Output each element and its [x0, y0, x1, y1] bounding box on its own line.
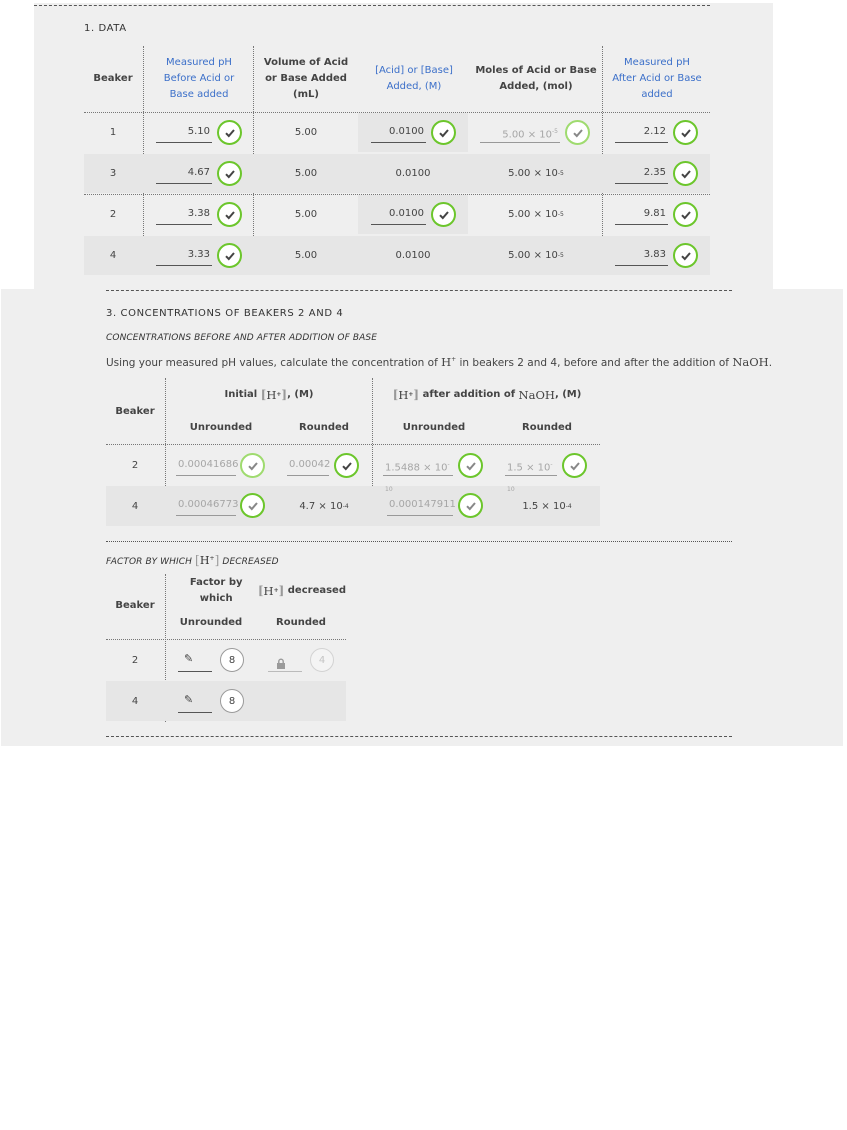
- factor-unrounded-input[interactable]: [178, 671, 212, 672]
- after-rounded-value: 1.5 × 10 -4: [522, 500, 572, 512]
- section-divider: [106, 541, 732, 542]
- section-divider: [34, 5, 710, 6]
- col-header-concentration: [Acid] or [Base] Added, (M): [375, 65, 453, 92]
- beaker-number: 4: [131, 500, 139, 512]
- col-header-factor: Factor by which [ H + ] decreased: [189, 577, 346, 604]
- factor-unrounded-input[interactable]: [178, 712, 212, 713]
- col-header-rounded: Rounded: [299, 422, 349, 433]
- after-rounded-input[interactable]: $1.5 \times 10^{-10}$: [505, 454, 557, 476]
- concentration-input[interactable]: 0.0100: [371, 121, 426, 143]
- volume-value: 5.00: [294, 209, 318, 220]
- concentrations-section-title: 3. CONCENTRATIONS OF BEAKERS 2 AND 4: [106, 308, 344, 319]
- check-icon: [240, 453, 265, 478]
- check-icon: [217, 243, 242, 268]
- beaker-number: 2: [109, 209, 117, 220]
- col-header-rounded: Rounded: [276, 617, 326, 628]
- moles-input[interactable]: $5.00 \times 10^{-5}$: [480, 121, 560, 143]
- attempts-counter: 8: [220, 648, 244, 672]
- col-header-volume: Volume of Acid or Base Added (mL): [263, 57, 349, 100]
- beaker-number: 2: [131, 654, 139, 666]
- moles-value: 5.00 × 10 -5: [508, 209, 564, 220]
- section-divider: [106, 736, 732, 737]
- check-icon: [458, 453, 483, 478]
- beaker-number: 2: [131, 459, 139, 471]
- check-icon: [673, 243, 698, 268]
- check-icon: [565, 120, 590, 145]
- initial-rounded-input[interactable]: 0.00042: [287, 454, 329, 476]
- check-icon: [334, 453, 359, 478]
- row-group-divider: [84, 194, 710, 195]
- ph-after-input[interactable]: 2.35: [615, 162, 668, 184]
- concentrations-subtitle: CONCENTRATIONS BEFORE AND AFTER ADDITION OF BASE: [106, 333, 377, 343]
- check-icon: [217, 120, 242, 145]
- col-header-after-addition: [ H + ] after addition of NaOH , (M): [392, 388, 582, 402]
- pencil-icon[interactable]: ✎: [184, 693, 194, 706]
- col-header-ph-after: Measured pH After Acid or Base added: [612, 57, 702, 100]
- header-divider: [106, 444, 600, 445]
- ph-before-input[interactable]: 4.67: [156, 162, 212, 184]
- col-header-unrounded: Unrounded: [179, 617, 243, 628]
- check-icon: [458, 493, 483, 518]
- beaker-number: 1: [109, 127, 117, 138]
- col-header-unrounded: Unrounded: [402, 422, 466, 433]
- factor-rounded-input: [268, 671, 302, 672]
- concentration-value: 0.0100: [395, 168, 431, 179]
- ph-after-input[interactable]: 3.83: [615, 244, 668, 266]
- col-header-unrounded: Unrounded: [189, 422, 253, 433]
- section-divider: [106, 290, 732, 291]
- check-icon: [431, 202, 456, 227]
- col-header-beaker: Beaker: [115, 600, 155, 611]
- beaker-number: 4: [109, 250, 117, 261]
- check-icon: [673, 202, 698, 227]
- ph-before-input[interactable]: 3.38: [156, 203, 212, 225]
- volume-value: 5.00: [294, 250, 318, 261]
- col-header-moles: Moles of Acid or Base Added, (mol): [475, 65, 597, 92]
- attempts-counter: 4: [310, 648, 334, 672]
- after-unrounded-input[interactable]: 0.000147911: [387, 494, 453, 516]
- beaker-number: 4: [131, 695, 139, 707]
- col-header-beaker: Beaker: [93, 73, 133, 84]
- check-icon: [673, 120, 698, 145]
- ph-after-input[interactable]: 2.12: [615, 121, 668, 143]
- col-header-rounded: Rounded: [522, 422, 572, 433]
- concentrations-description: Using your measured pH values, calculate the concentration of H+ in beakers 2 and 4, before and after the addition of NaOH.: [106, 355, 773, 369]
- initial-unrounded-input[interactable]: 0.00041686: [176, 454, 236, 476]
- ph-before-input[interactable]: 3.33: [156, 244, 212, 266]
- moles-value: 5.00 × 10 -5: [508, 250, 564, 261]
- data-section-title: 1. DATA: [84, 23, 127, 34]
- concentration-input[interactable]: 0.0100: [371, 203, 426, 225]
- col-header-ph-before: Measured pH Before Acid or Base added: [163, 57, 235, 100]
- check-icon: [431, 120, 456, 145]
- pencil-icon[interactable]: ✎: [184, 652, 194, 665]
- check-icon: [673, 161, 698, 186]
- moles-value: 5.00 × 10 -5: [508, 168, 564, 179]
- attempts-counter: 8: [220, 689, 244, 713]
- concentration-value: 0.0100: [395, 250, 431, 261]
- initial-unrounded-input[interactable]: 0.00046773: [176, 494, 236, 516]
- beaker-number: 3: [109, 168, 117, 179]
- check-icon: [562, 453, 587, 478]
- ph-before-input[interactable]: 5.10: [156, 121, 212, 143]
- after-unrounded-input[interactable]: $1.5488 \times 10^{-10}$: [383, 454, 453, 476]
- check-icon: [217, 161, 242, 186]
- ph-after-input[interactable]: 9.81: [615, 203, 668, 225]
- volume-value: 5.00: [294, 168, 318, 179]
- check-icon: [217, 202, 242, 227]
- factor-subtitle: FACTOR BY WHICH [H+] DECREASED: [106, 553, 279, 567]
- volume-value: 5.00: [294, 127, 318, 138]
- col-header-beaker: Beaker: [115, 406, 155, 417]
- header-divider: [84, 112, 710, 113]
- initial-rounded-value: 4.7 × 10 -4: [299, 500, 349, 512]
- check-icon: [240, 493, 265, 518]
- col-header-initial: Initial [ H + ] , (M): [224, 388, 314, 402]
